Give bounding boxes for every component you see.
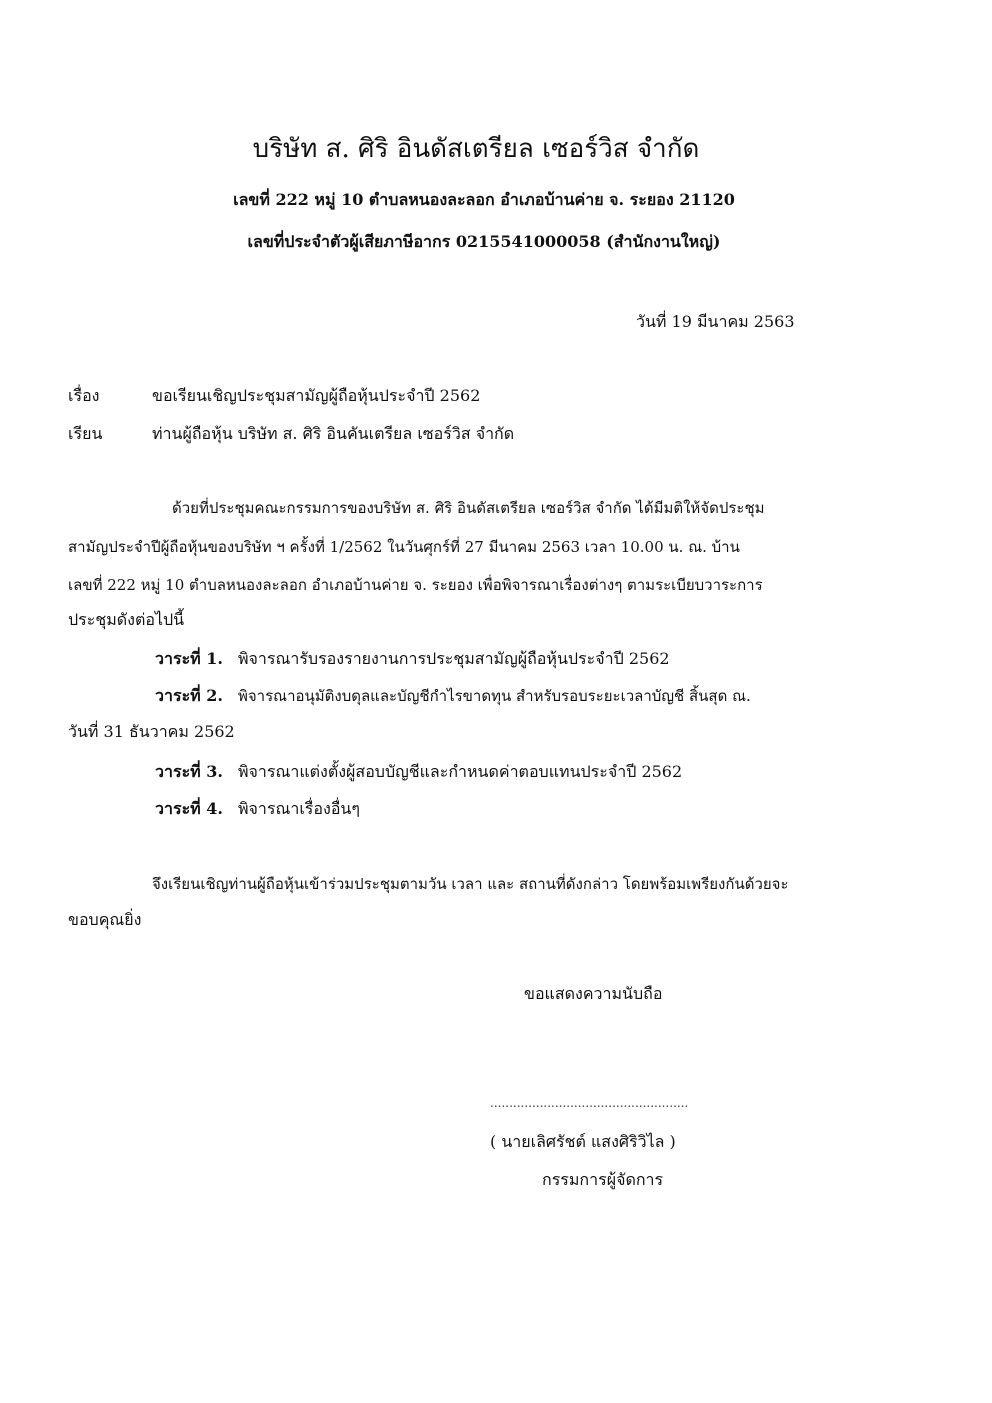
body-line-1: ด้วยที่ประชุมคณะกรรมการของบริษัท ส. ศิริ อินดัสเตรียล เซอร์วิส จำกัด ได้มีมติให้จัดประชุม [172, 499, 765, 517]
body-line-4: ประชุมดังต่อไปนี้ [68, 610, 185, 629]
recipient-value: ท่านผู้ถือหุ้น บริษัท ส. ศิริ อินคันเตรียล เซอร์วิส จำกัด [152, 424, 515, 443]
subject-label: เรื่อง [68, 386, 100, 405]
agenda-number: วาระที่ 2. [155, 686, 223, 705]
agenda-number: วาระที่ 4. [155, 799, 223, 818]
agenda-text: พิจารณาเรื่องอื่นๆ [238, 799, 360, 818]
signer-name: ( นายเลิศรัชต์ แสงศิริวิไล ) [490, 1132, 676, 1151]
agenda-number: วาระที่ 3. [155, 762, 223, 781]
invitation-line-1: จึงเรียนเชิญท่านผู้ถือหุ้นเข้าร่วมประชุมตามวัน เวลา และ สถานที่ดังกล่าว โดยพร้อมเพรียงกันด้วยจะ [152, 875, 789, 893]
recipient-label: เรียน [68, 424, 103, 443]
signature-line: .................................................... [490, 1096, 689, 1110]
agenda-text-continued: วันที่ 31 ธันวาคม 2562 [68, 722, 235, 741]
agenda-number: วาระที่ 1. [155, 649, 223, 668]
agenda-text: พิจารณาอนุมัติงบดุลและบัญชีกำไรขาดทุน สำหรับรอบระยะเวลาบัญชี สิ้นสุด ณ. [238, 687, 751, 705]
tax-id: เลขที่ประจำตัวผู้เสียภาษีอากร 0215541000058 (สำนักงานใหญ่) [247, 232, 721, 251]
invitation-line-2: ขอบคุณยิ่ง [68, 910, 142, 929]
agenda-text: พิจารณารับรองรายงานการประชุมสามัญผู้ถือหุ้นประจำปี 2562 [238, 649, 670, 668]
body-line-2: สามัญประจำปีผู้ถือหุ้นของบริษัท ฯ ครั้งที่ 1/2562 ในวันศุกร์ที่ 27 มีนาคม 2563 เวลา 10.00 น. ณ. บ้าน [68, 538, 740, 556]
signer-position: กรรมการผู้จัดการ [542, 1170, 664, 1189]
letter-date: วันที่ 19 มีนาคม 2563 [636, 312, 795, 331]
agenda-text: พิจารณาแต่งตั้งผู้สอบบัญชีและกำหนดค่าตอบแทนประจำปี 2562 [238, 762, 683, 781]
company-address: เลขที่ 222 หมู่ 10 ตำบลหนองละลอก อำเภอบ้านค่าย จ. ระยอง 21120 [233, 190, 735, 209]
subject-value: ขอเรียนเชิญประชุมสามัญผู้ถือหุ้นประจำปี 2562 [152, 386, 481, 405]
body-line-3: เลขที่ 222 หมู่ 10 ตำบลหนองละลอก อำเภอบ้านค่าย จ. ระยอง เพื่อพิจารณาเรื่องต่างๆ ตามระเบียบวาระการ [68, 576, 763, 594]
closing-phrase: ขอแสดงความนับถือ [524, 984, 663, 1003]
company-name: บริษัท ส. ศิริ อินดัสเตรียล เซอร์วิส จำกัด [252, 134, 700, 164]
